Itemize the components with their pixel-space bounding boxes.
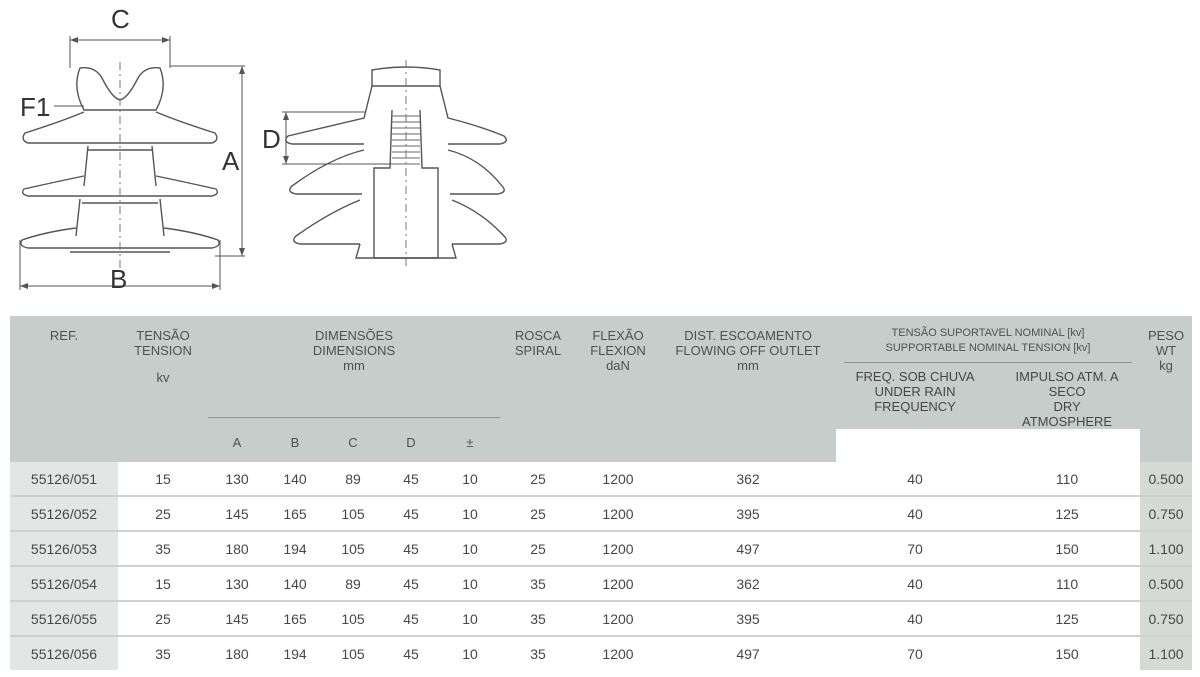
cell-dim-b: 165 [266,496,324,531]
cell-rosca: 25 [500,496,576,531]
cell-tensao: 35 [118,531,208,566]
header-dim-c: C [324,429,382,462]
table-row [10,462,1192,496]
cell-impulso: 150 [994,636,1140,670]
cell-impulso: 150 [994,531,1140,566]
specifications-table [10,316,1192,670]
header-flexao: FLEXÃO FLEXION daN [576,316,660,462]
cell-dim-c: 89 [324,566,382,601]
cell-impulso: 110 [994,566,1140,601]
cell-flexao: 1200 [576,531,660,566]
cell-dist: 362 [660,462,836,496]
cell-ref: 55126/054 [10,566,118,601]
cell-dim-b: 194 [266,531,324,566]
cell-tensao: 15 [118,462,208,496]
header-dimensoes: DIMENSÕES DIMENSIONS mm [208,316,500,429]
cell-dim-d: 45 [382,636,440,670]
header-dim-d: D [382,429,440,462]
cell-dim-tolerance: 10 [440,496,500,531]
header-tensao: TENSÃO TENSION kv [118,316,208,462]
cell-rosca: 35 [500,601,576,636]
cell-peso: 0.750 [1140,496,1192,531]
cell-flexao: 1200 [576,566,660,601]
cell-tensao: 15 [118,566,208,601]
cell-flexao: 1200 [576,636,660,670]
cell-peso: 0.750 [1140,601,1192,636]
cell-dim-tolerance: 10 [440,462,500,496]
table-body [10,462,1192,670]
cell-ref: 55126/051 [10,462,118,496]
cell-flexao: 1200 [576,601,660,636]
cell-rosca: 25 [500,462,576,496]
cell-tensao: 25 [118,601,208,636]
cell-freq: 70 [836,531,994,566]
header-dim-a: A [208,429,266,462]
cell-rosca: 25 [500,531,576,566]
dimension-a-label: A [222,146,240,176]
cell-dist: 395 [660,496,836,531]
table-row [10,566,1192,601]
cell-dim-b: 140 [266,566,324,601]
table-row [10,496,1192,531]
cell-dim-d: 45 [382,566,440,601]
cell-dist: 362 [660,566,836,601]
cell-impulso: 110 [994,462,1140,496]
cell-ref: 55126/056 [10,636,118,670]
cell-freq: 70 [836,636,994,670]
cell-peso: 1.100 [1140,636,1192,670]
cell-dim-d: 45 [382,601,440,636]
cell-peso: 1.100 [1140,531,1192,566]
cell-dim-a: 130 [208,462,266,496]
cell-dim-a: 180 [208,531,266,566]
cell-dim-b: 165 [266,601,324,636]
cell-dist: 497 [660,531,836,566]
header-ref: REF. [10,316,118,462]
dimension-f1-label: F1 [20,92,51,122]
dimension-d-label: D [262,124,281,154]
cell-dim-a: 145 [208,496,266,531]
header-dist: DIST. ESCOAMENTO FLOWING OFF OUTLET mm [660,316,836,462]
cell-dim-c: 105 [324,636,382,670]
cell-flexao: 1200 [576,462,660,496]
dimension-b-label: B [110,264,128,294]
cell-flexao: 1200 [576,496,660,531]
cell-ref: 55126/052 [10,496,118,531]
cell-rosca: 35 [500,566,576,601]
insulator-drawing [0,0,1200,300]
cell-freq: 40 [836,566,994,601]
cell-peso: 0.500 [1140,566,1192,601]
header-freq: FREQ. SOB CHUVA UNDER RAIN FREQUENCY [855,369,975,414]
cell-impulso: 125 [994,496,1140,531]
header-rosca: ROSCA SPIRAL [500,316,576,462]
cell-tensao: 25 [118,496,208,531]
cell-dim-c: 105 [324,531,382,566]
cell-tensao: 35 [118,636,208,670]
cell-dim-tolerance: 10 [440,601,500,636]
table-row [10,601,1192,636]
header-dim-b: B [266,429,324,462]
cell-dim-a: 130 [208,566,266,601]
cell-dim-a: 145 [208,601,266,636]
cell-peso: 0.500 [1140,462,1192,496]
cell-freq: 40 [836,601,994,636]
header-dim-tolerance: ± [440,429,500,462]
cell-dim-c: 89 [324,462,382,496]
cell-dim-tolerance: 10 [440,531,500,566]
header-tensao-suportavel: TENSÃO SUPORTAVEL NOMINAL [kv] SUPPORTABLE NOMINAL TENSION [kv] FREQ. SOB CHUVA UNDER RAIN FREQUENCY IMPULSO ATM. A SECO DRY ATMOSPHERE [836,316,1140,429]
table-row [10,531,1192,566]
cell-dim-b: 194 [266,636,324,670]
cell-rosca: 35 [500,636,576,670]
cell-freq: 40 [836,496,994,531]
cell-dim-a: 180 [208,636,266,670]
cell-dist: 497 [660,636,836,670]
cell-dim-tolerance: 10 [440,636,500,670]
cell-ref: 55126/055 [10,601,118,636]
cell-dim-tolerance: 10 [440,566,500,601]
table-header [10,316,1192,462]
cell-dim-c: 105 [324,496,382,531]
header-impulso: IMPULSO ATM. A SECO DRY ATMOSPHERE [1015,369,1119,429]
cell-dist: 395 [660,601,836,636]
cell-freq: 40 [836,462,994,496]
header-peso: PESO WT kg [1140,316,1192,462]
cell-ref: 55126/053 [10,531,118,566]
cell-impulso: 125 [994,601,1140,636]
cell-dim-d: 45 [382,496,440,531]
cell-dim-c: 105 [324,601,382,636]
cell-dim-d: 45 [382,531,440,566]
dimension-c-label: C [111,4,130,34]
cell-dim-b: 140 [266,462,324,496]
cell-dim-d: 45 [382,462,440,496]
table-row [10,636,1192,670]
